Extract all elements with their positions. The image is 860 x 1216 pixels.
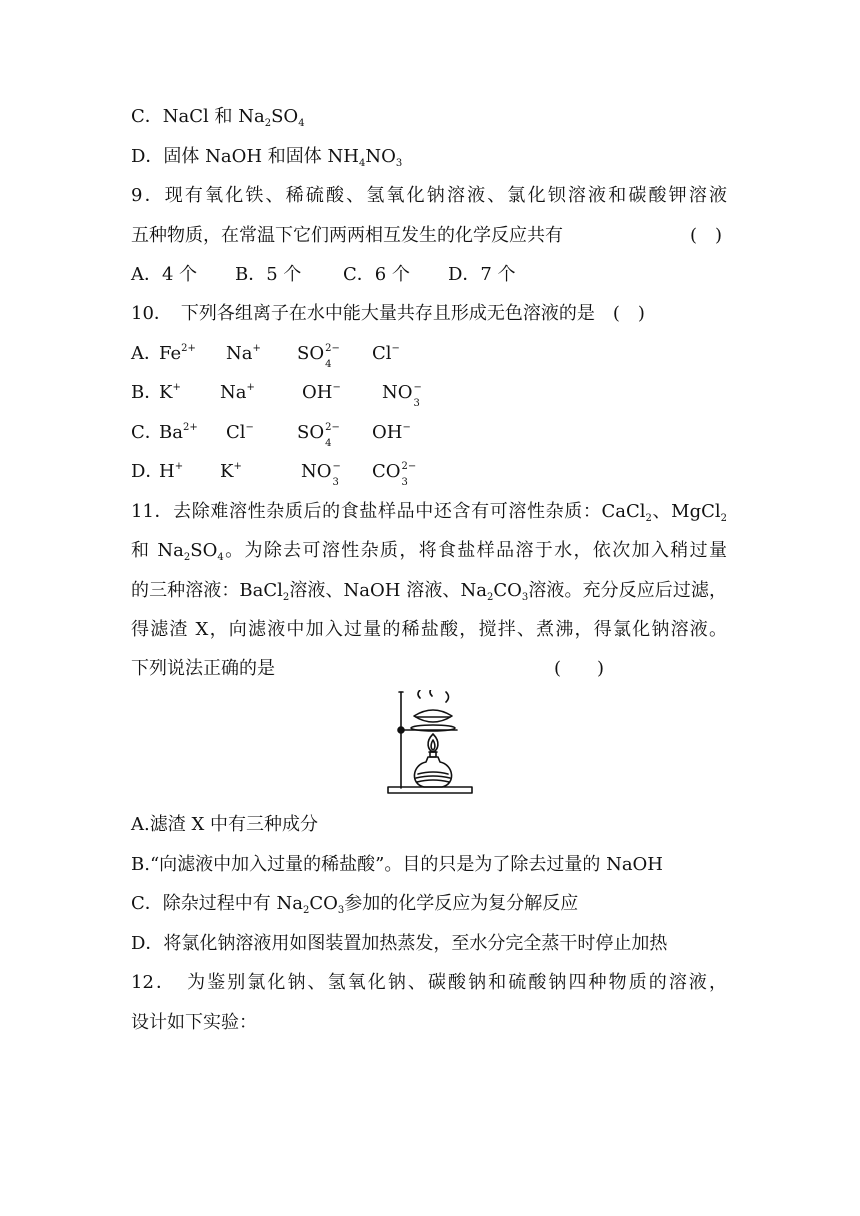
ion-cl: Cl− [372, 343, 400, 364]
ion-so4: SO 2− 4 [297, 422, 340, 449]
question-12-line-2: 设计如下实验： [131, 1012, 257, 1033]
ion-co3: CO 2− 3 [372, 461, 417, 488]
ion-cl: Cl− [226, 422, 254, 443]
option-9c: C．6 个 [343, 264, 410, 285]
option-10a: A． $Fe^{2+}$ Na+ SO 2− 4 Cl− [131, 343, 400, 370]
ion-k: K+ [220, 461, 242, 482]
evaporation-apparatus-figure [380, 690, 480, 796]
ion-na: Na+ [226, 343, 261, 364]
option-8d: D．固体 NaOH 和固体 $NH_4NO_3$ [131, 146, 403, 169]
question-9-line-2: 五种物质，在常温下它们两两相互发生的化学反应共有 [131, 225, 563, 246]
ion-so4: SO 2− 4 [297, 343, 340, 370]
ion-oh: OH− [372, 422, 411, 443]
option-11b: B.“向滤液中加入过量的稀盐酸”。目的只是为了除去过量的 NaOH [131, 854, 664, 875]
option-8c: C．NaCl 和 $Na_2SO_4$ [131, 106, 305, 129]
ion-no3: NO − 3 [382, 382, 422, 409]
question-11-line-2: 和 $Na_2SO_4$。为除去可溶性杂质，将食盐样品溶于水，依次加入稍过量 [131, 540, 728, 563]
option-9b: B．5 个 [235, 264, 302, 285]
option-11a: A.滤渣 X 中有三种成分 [131, 814, 318, 835]
option-11c: C．除杂过程中有 $Na_2CO_3$参加的化学反应为复分解反应 [131, 893, 579, 916]
question-9-options [131, 263, 731, 287]
ion-h: H+ [159, 461, 184, 482]
question-11-line-4: 得滤渣 X，向滤液中加入过量的稀盐酸，搅拌、煮沸，得氯化钠溶液。 [131, 619, 727, 640]
option-10c: C． $Ba^{2+}$ Cl− SO 2− 4 OH− [131, 422, 411, 449]
option-11d: D．将氯化钠溶液用如图装置加热蒸发，至水分完全蒸干时停止加热 [131, 933, 668, 954]
ion-k: K+ [159, 382, 181, 403]
ion-no3: NO − 3 [301, 461, 341, 488]
option-9d: D．7 个 [448, 264, 516, 285]
ion-ba: $Ba^{2+}$ [159, 422, 198, 443]
ion-fe: $Fe^{2+}$ [159, 343, 196, 364]
option-10b: B． K+ Na+ OH− NO − 3 [131, 382, 422, 409]
question-9-line-1: 9．现有氧化铁、稀硫酸、氢氧化钠溶液、氯化钡溶液和碳酸钾溶液 [131, 185, 727, 206]
question-10: 10． 下列各组离子在水中能大量共存且形成无色溶液的是 ( ) [131, 303, 645, 324]
question-11-answer-paren: ( ) [554, 658, 605, 679]
question-9-answer-paren: ( ) [690, 225, 723, 246]
question-11-line-1: 11．去除难溶性杂质后的食盐样品中还含有可溶性杂质：CaCl$_2$、MgCl$_2$ [131, 501, 728, 524]
option-10d: D． H+ K+ NO − 3 CO 2− 3 [131, 461, 417, 488]
question-12-line-1: 12． 为鉴别氯化钠、氢氧化钠、碳酸钠和硫酸钠四种物质的溶液， [131, 972, 727, 993]
ion-oh: OH− [302, 382, 341, 403]
question-11-line-5: 下列说法正确的是 [131, 658, 275, 679]
option-9a: A．4 个 [131, 264, 198, 285]
ion-na: Na+ [220, 382, 255, 403]
question-11-line-3: 的三种溶液：BaCl$_2$溶液、NaOH 溶液、$Na_2CO_3$溶液。充分反应后过滤， [131, 580, 727, 603]
